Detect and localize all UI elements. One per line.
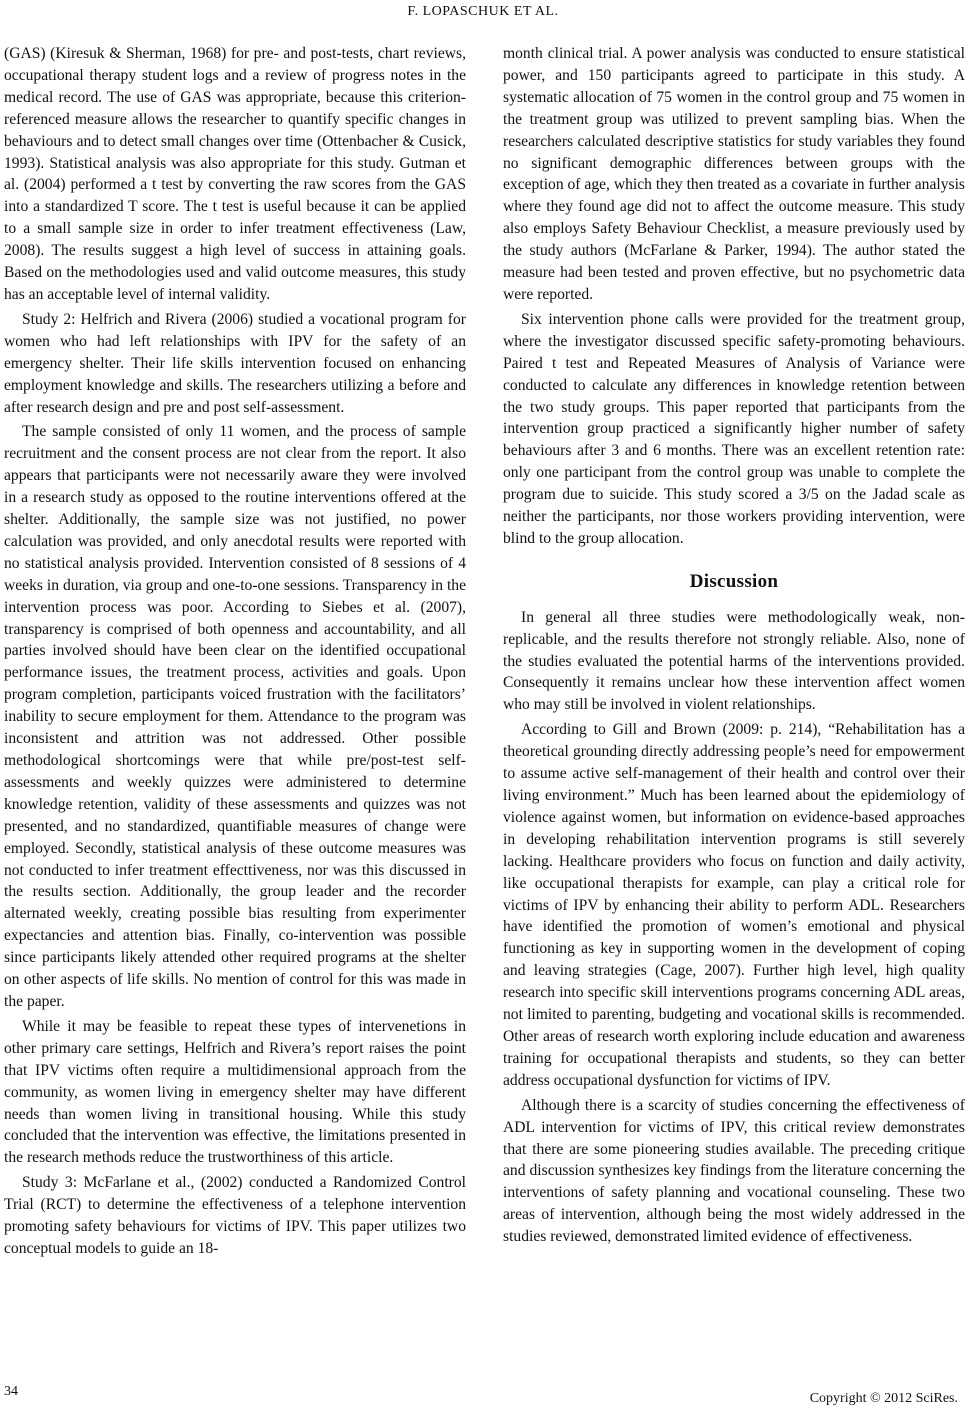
paragraph: Although there is a scarcity of studies concerning the effectiveness of ADL intervention for victims of IPV, this critical review demonstrates that there are some pioneering studies available. The preceding critique and discussion synthesizes key findings from the literature concerning the interventions of safety planning and vocational counseling. These two areas of intervention, although being the most widely addressed in the studies reviewed, demonstrated limited evidence of effectiveness. — [503, 1096, 965, 1246]
left-column — [4, 43, 466, 1263]
paragraph: Study 2: Helfrich and Rivera (2006) studied a vocational program for women who had left relationships with IPV for the safety of an emergency shelter. Their life skills intervention focused on enhancing employment knowledge and skills. The researchers utilizing a before and after research design and pre and post self-assessment. — [4, 310, 466, 416]
right-column — [503, 43, 965, 1251]
paragraph: Six intervention phone calls were provided for the treatment group, where the investigator discussed specific safety-promoting behaviours. Paired t test and Repeated Measures of Analysis of Variance were conducted to calculate any differences in knowledge retention between the two study groups. This paper reported that participants from the intervention group practiced a significantly higher number of safety behaviours after 3 and 6 months. There was an excellent retention rate: only one participant from the control group was unable to complete the program due to suicide. This study scored a 3/5 on the Jadad scale as neither the participants, nor those workers providing intervention, were blind to the group allocation. — [503, 310, 965, 547]
section-heading: Discussion — [689, 570, 779, 592]
paragraph: While it may be feasible to repeat these types of intervenetions in other primary care settings, Helfrich and Rivera’s report raises the point that IPV victims often require a multidimensional approach from the community, as women living in emergency shelter may have different needs than women living in transitional housing. While this study concluded that the intervention was effective, the limitations presented in the research methods reduce the trustworthiness of this article. — [4, 1017, 466, 1167]
paragraph: Study 3: McFarlane et al., (2002) conducted a Randomized Control Trial (RCT) to determine the effectiveness of a telephone intervention promoting safety behaviours for victims of IPV. This paper utilizes two conceptual models to guide an 18- — [4, 1174, 466, 1257]
paragraph: (GAS) (Kiresuk & Sherman, 1968) for pre- and post-tests, chart reviews, occupational therapy student logs and a review of progress notes in the medical record. The use of GAS was appropriate, because this criterion-referenced measure allows the researcher to quantify specific changes in behaviours and to detect small changes over time (Ottenbacher & Cusick, 1993). Statistical analysis was also appropriate for this study. Gutman et al. (2004) performed a t test by converting the raw scores from the GAS into a standardized T score. The t test is useful because it can be applied to a small sample size in order to infer treatment effectiveness (Law, 2008). The results suggest a high level of success in attaining goals. Based on the methodologies used and valid outcome measures, this study has an acceptable level of internal validity. — [4, 45, 466, 303]
paragraph: The sample consisted of only 11 women, and the process of sample recruitment and the consent process are not clear from the report. It also appears that participants were not necessarily aware they were involved in a research study as opposed to the routine interventions offered at the shelter. Additionally, the sample size was not justified, no power calculation was provided, and only anecdotal results were reported with no statistical analysis provided. Intervention consisted of 8 sessions of 4 weeks in duration, via group and one-to-one sessions. Transparency in the intervention process was poor. According to Siebes et al. (2007), transparency is comprised of both openness and accountability, and all parties involved should have been clear on the identified occupational performance issues, the treatment process, activities and goals. Upon program completion, participants voiced frustration with the facilitators’ inability to secure employment for them. Attendance to the program was inconsistent and attrition was not addressed. Other possible methodological shortcomings were that while pre/post-test self-assessments and weekly quizzes were administered to determine knowledge retention, validity of these assessments and quizzes was not presented, and no standardized, quantifiable measures of change were employed. Secondly, statistical analysis of these outcome measures was not conducted to infer treatment effecttiveness, nor was this discussed in the results section. Additionally, the group leader and the recorder alternated weekly, creating possible bias resulting from experimenter expectancies and attention bias. Finally, co-intervention was possible since participants likely attended other required programs at the shelter on other aspects of life skills. No mention of control for this was made in the paper. — [4, 423, 466, 1010]
paragraph: month clinical trial. A power analysis was conducted to ensure statistical power, and 150 participants agreed to participate in this study. A systematic allocation of 75 women in the control group and 75 women in the treatment group was utilized to prevent sampling bias. When the researchers calculated descriptive statistics for study variables they found no significant demographic differences between groups with the exception of age, which they then treated as a covariate in further analysis where they found age did not to affect the outcome measure. This study also employs Safety Behaviour Checklist, a measure previously used by the study authors (McFarlane & Parker, 1994). The author stated the measure had been tested and proven effective, but no psychometric data were reported. — [503, 45, 965, 303]
paragraph: According to Gill and Brown (2009: p. 214), “Rehabilitation has a theoretical grounding directly addressing people’s need for empowerment to assume active self-management of their health and control over their living environment.” Much has been learned about the epidemiology of violence against women, but information on evidence-based approaches in developing rehabilitation intervention programs is still severely lacking. Healthcare providers who focus on function and daily activity, like occupational therapists for example, can play a critical role for victims of IPV by enhancing their ability to perform ADL. Researchers have identified the promotion of women’s emotional and physical functioning as key in supporting women in the development of coping and leaving strategies (Cage, 2007). Further high level, high quality research into specific skill interventions programs concerning ADL areas, not limited to parenting, budgeting and vocational skills is recommended. Other areas of research worth exploring include education and awareness training for occupational therapists and students, so they can better address occupational dysfunction for victims of IPV. — [503, 721, 965, 1089]
running-head: F. LOPASCHUK ET AL. — [407, 4, 559, 19]
copyright-notice: Copyright © 2012 SciRes. — [809, 1391, 958, 1406]
paragraph: In general all three studies were methodologically weak, non-replicable, and the results therefore not strongly reliable. Also, none of the studies evaluated the potential harms of the interventions provided. Consequently it remains unclear how these intervention affect women who may still be involved in violent relationships. — [503, 608, 965, 714]
page-number: 34 — [4, 1384, 18, 1399]
